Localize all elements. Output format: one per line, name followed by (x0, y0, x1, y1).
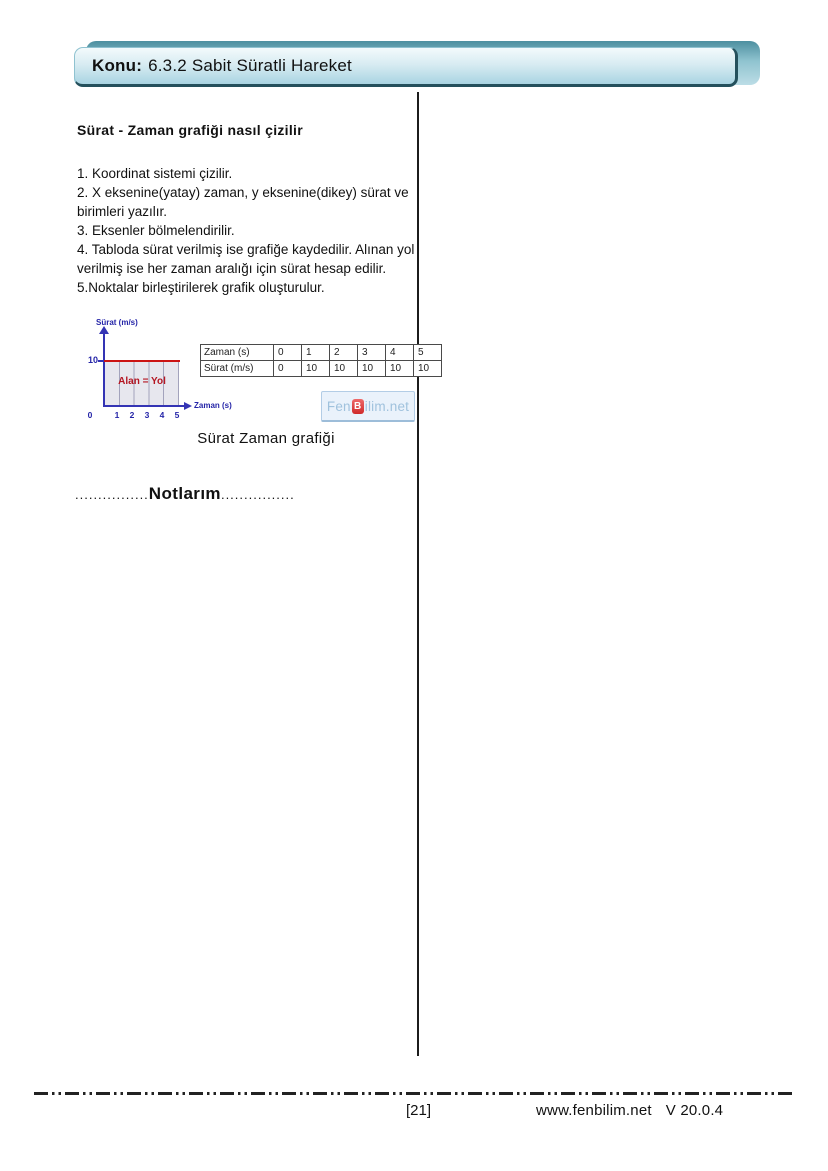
speed-time-graph (87, 316, 232, 426)
table-cell: 4 (386, 345, 414, 361)
x-axis-label: Zaman (s) (194, 401, 232, 410)
step-4: 4. Tabloda sürat verilmiş ise grafiğe kaydedilir. Alınan yol verilmiş ise her zaman aralığı için sürat hesap edilir. (77, 242, 415, 276)
step-3: 3. Eksenler bölmelendirilir. (77, 223, 235, 238)
table-cell: 1 (302, 345, 330, 361)
y-axis-label: Sürat (m/s) (96, 318, 138, 327)
table-row (201, 345, 442, 361)
logo-b-icon: B (352, 399, 364, 414)
table-cell: 3 (358, 345, 386, 361)
table-cell: 10 (330, 361, 358, 377)
footer-site-info (536, 1102, 723, 1119)
table-cell: 10 (302, 361, 330, 377)
constant-speed-line (104, 360, 180, 362)
logo-text-left: Fen (326, 398, 351, 414)
fenbilim-logo (321, 391, 415, 422)
version-label: V 20.0.4 (665, 1102, 724, 1119)
speed-time-table (200, 344, 442, 377)
column-divider-line (417, 92, 419, 1056)
y-tick-label: 10 (87, 355, 98, 365)
table-cell: 10 (386, 361, 414, 377)
x-axis-line (103, 405, 185, 407)
table-cell: Zaman (s) (201, 345, 274, 361)
table-cell: Sürat (m/s) (201, 361, 274, 377)
footer-divider-line (34, 1092, 794, 1095)
table-row (201, 361, 442, 377)
page-number: [21] (406, 1102, 432, 1119)
notes-dots-right: ................ (220, 487, 295, 502)
x-tick-1: 1 (114, 410, 120, 420)
y-tick-mark (98, 360, 104, 362)
table-cell: 0 (274, 361, 302, 377)
table-cell: 10 (358, 361, 386, 377)
instructions-block (77, 122, 415, 297)
x-axis-arrow-icon (184, 402, 192, 410)
notes-dots-left: ................ (75, 487, 149, 502)
step-5: 5.Noktalar birleştirilerek grafik oluşturulur. (77, 280, 325, 295)
topic-label: Konu: (92, 56, 143, 75)
table-cell: 2 (330, 345, 358, 361)
logo-text-right: ilim.net (364, 398, 410, 414)
site-url: www.fenbilim.net (536, 1102, 652, 1119)
x-tick-2: 2 (129, 410, 135, 420)
section-heading: Sürat - Zaman grafiği nasıl çizilir (77, 122, 303, 138)
notes-title: Notlarım (148, 484, 221, 503)
table-cell: 10 (414, 361, 442, 377)
table-cell: 5 (414, 345, 442, 361)
x-tick-4: 4 (159, 410, 165, 420)
area-annotation: Alan = Yol (118, 376, 166, 387)
figure-caption: Sürat Zaman grafiği (197, 430, 335, 447)
x-tick-5: 5 (174, 410, 180, 420)
step-2: 2. X eksenine(yatay) zaman, y eksenine(dikey) sürat ve birimleri yazılır. (77, 185, 409, 219)
topic-title: 6.3.2 Sabit Süratli Hareket (148, 56, 352, 75)
notes-line (75, 484, 295, 504)
topic-header (74, 47, 738, 87)
table-cell: 0 (274, 345, 302, 361)
step-1: 1. Koordinat sistemi çizilir. (77, 166, 233, 181)
x-tick-0: 0 (87, 410, 93, 420)
x-tick-3: 3 (144, 410, 150, 420)
